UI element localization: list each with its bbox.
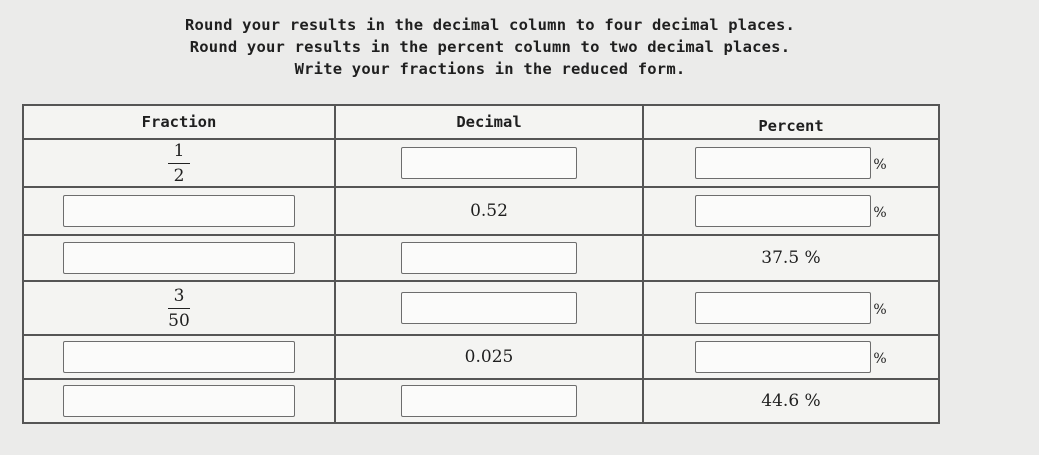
fraction-denominator: 50 [168, 310, 190, 331]
instruction-line: Round your results in the decimal column to four decimal places. [184, 16, 796, 34]
fraction-input[interactable] [63, 385, 295, 417]
table-row [24, 140, 938, 188]
fraction-value [168, 141, 190, 186]
instruction-line: Write your fractions in the reduced form. [294, 60, 686, 78]
fraction-cell [24, 236, 336, 282]
table-row [24, 380, 938, 422]
instruction-line: Round your results in the percent column to two decimal places. [189, 38, 791, 56]
table-row [24, 336, 938, 380]
table-row [24, 282, 938, 336]
percent-cell [644, 282, 938, 336]
percent-sign: % [873, 205, 887, 221]
percent-input[interactable] [695, 292, 871, 324]
decimal-cell [336, 140, 644, 188]
decimal-input[interactable] [401, 292, 577, 324]
decimal-input[interactable] [401, 242, 577, 274]
percent-input[interactable] [695, 195, 871, 227]
decimal-value: 0.52 [470, 201, 508, 221]
percent-cell [644, 380, 938, 422]
fraction-value [168, 286, 190, 331]
fraction-input[interactable] [63, 242, 295, 274]
fraction-cell [24, 188, 336, 236]
fraction-cell [24, 380, 336, 422]
percent-value: 44.6 % [761, 391, 821, 411]
percent-cell [644, 236, 938, 282]
decimal-input[interactable] [401, 147, 577, 179]
decimal-cell [336, 336, 644, 380]
percent-sign: % [873, 351, 887, 367]
decimal-cell [336, 188, 644, 236]
percent-sign: % [873, 302, 887, 318]
fraction-numerator: 1 [173, 140, 185, 161]
fraction-cell [24, 282, 336, 336]
instructions [0, 14, 980, 80]
header-decimal: Decimal [336, 106, 644, 140]
percent-cell [644, 140, 938, 188]
table-row [24, 188, 938, 236]
table-row [24, 236, 938, 282]
decimal-input[interactable] [401, 385, 577, 417]
fraction-cell [24, 140, 336, 188]
decimal-cell [336, 380, 644, 422]
conversion-table [22, 104, 940, 424]
fraction-cell [24, 336, 336, 380]
percent-input[interactable] [695, 147, 871, 179]
fraction-numerator: 3 [173, 285, 185, 306]
table-header-row [24, 106, 938, 140]
percent-cell [644, 188, 938, 236]
decimal-value: 0.025 [464, 347, 514, 367]
decimal-cell [336, 236, 644, 282]
percent-value: 37.5 % [761, 248, 821, 268]
percent-sign: % [873, 157, 887, 173]
decimal-cell [336, 282, 644, 336]
header-fraction: Fraction [24, 106, 336, 140]
fraction-denominator: 2 [173, 165, 185, 186]
percent-input[interactable] [695, 341, 871, 373]
percent-cell [644, 336, 938, 380]
fraction-input[interactable] [63, 341, 295, 373]
header-percent: Percent [644, 106, 938, 140]
fraction-input[interactable] [63, 195, 295, 227]
